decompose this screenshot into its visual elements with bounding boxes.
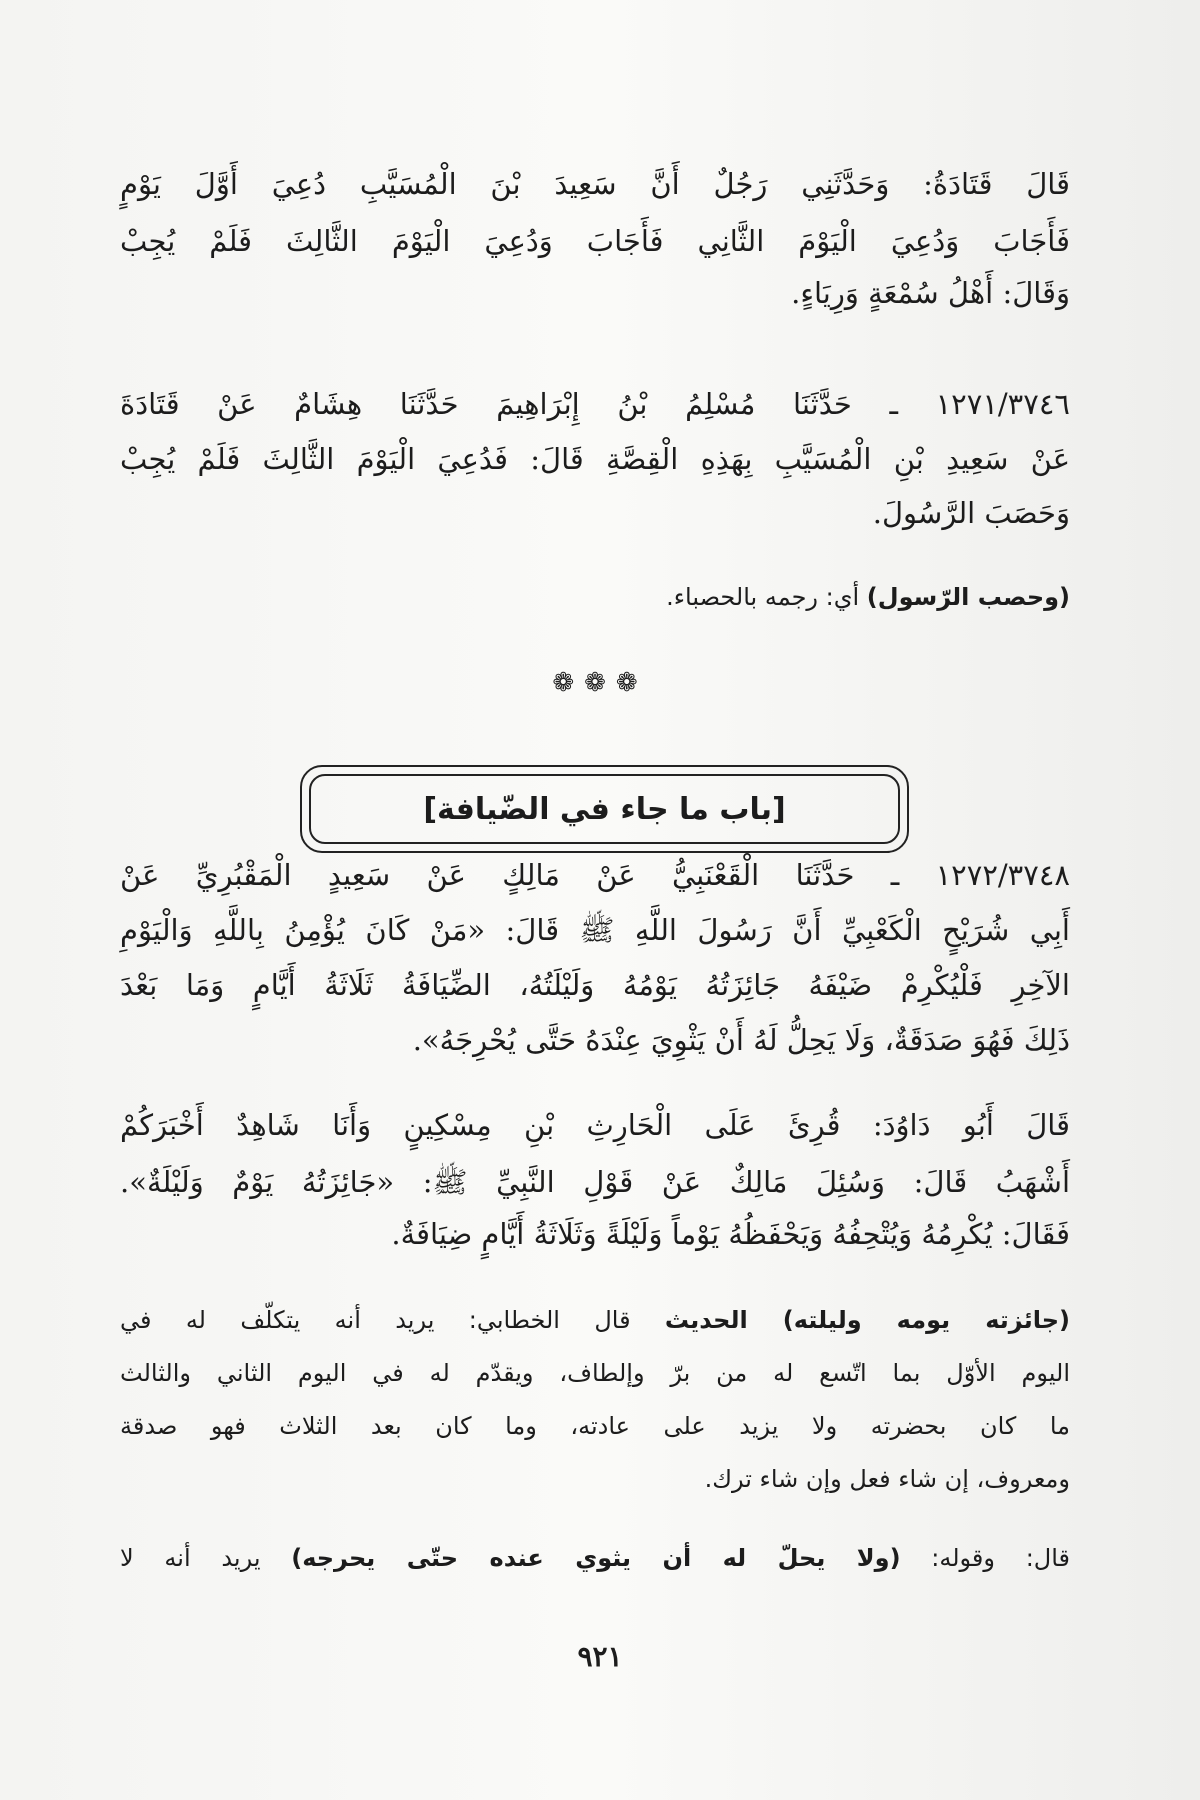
text-line: فَقَالَ: يُكْرِمُهُ وَيُتْحِفُهُ وَيَحْفَظُهُ يَوْماً وَلَيْلَةً وَثَلَاثَةُ أَيَّامٍ ضِيَافَةٌ. [391, 1217, 1070, 1251]
hadith-line: أَبِي شُرَيْحٍ الْكَعْبِيِّ أَنَّ رَسُولَ اللَّهِ ﷺ قَالَ: «مَنْ كَانَ يُؤْمِنُ بِاللَّهِ وَالْيَوْمِ [120, 913, 1070, 947]
footnote [120, 580, 1070, 614]
text-line: فَأَجَابَ وَدُعِيَ الْيَوْمَ الثَّانِي فَأَجَابَ وَدُعِيَ الْيَوْمَ الثَّالِثَ فَلَمْ يُجِبْ [120, 224, 1070, 258]
footnote [120, 1303, 1070, 1337]
footnote-text: أي: رجمه بالحصباء. [666, 583, 867, 611]
section-separator: ❁❁❁ [552, 668, 648, 698]
text-line: أَشْهَبُ قَالَ: وَسُئِلَ مَالِكٌ عَنْ قَوْلِ النَّبِيِّ ﷺ: «جَائِزَتُهُ يَوْمٌ وَلَيْلَةٌ». [120, 1165, 1070, 1199]
footnote-term: (وحصب الرّسول) [866, 583, 1070, 611]
text-line: وَقَالَ: أَهْلُ سُمْعَةٍ وَرِيَاءٍ. [791, 276, 1070, 310]
text-line: قَالَ قَتَادَةُ: وَحَدَّثَنِي رَجُلٌ أَنَّ سَعِيدَ بْنَ الْمُسَيَّبِ دُعِيَ أَوَّلَ يَوْمٍ [120, 167, 1070, 201]
footnote [120, 1541, 1070, 1575]
footnote-line: ومعروف، إن شاء فعل وإن شاء ترك. [704, 1465, 1070, 1493]
footnote-text: يريد أنه لا [120, 1544, 292, 1572]
page-number: ٩٢١ [577, 1640, 623, 1673]
hadith-line: الآخِرِ فَلْيُكْرِمْ ضَيْفَهُ جَائِزَتُهُ يَوْمُهُ وَلَيْلَتُهُ، الضِّيَافَةُ ثَلَاثَةُ أَيَّامٍ وَمَا بَعْدَ [120, 968, 1070, 1002]
footnote-text: قال الخطابي: يريد أنه يتكلّف له في [120, 1306, 665, 1334]
chapter-title-frame [300, 765, 909, 853]
footnote-line: اليوم الأوّل بما اتّسع له من برّ وإلطاف، ويقدّم له في اليوم الثاني والثالث [120, 1359, 1070, 1387]
chapter-title: [باب ما جاء في الضّيافة] [423, 791, 786, 827]
text-line: قَالَ أَبُو دَاوُدَ: قُرِئَ عَلَى الْحَارِثِ بْنِ مِسْكِينٍ وَأَنَا شَاهِدٌ أَخْبَرَكُمْ [120, 1108, 1070, 1142]
hadith-line: ١٢٧١/٣٧٤٦ ـ حَدَّثَنَا مُسْلِمُ بْنُ إِبْرَاهِيمَ حَدَّثَنَا هِشَامٌ عَنْ قَتَادَةَ [120, 387, 1070, 421]
footnote-term: (جائزته يومه وليلته) الحديث [664, 1306, 1071, 1334]
footnote-text: قال: وقوله: [900, 1544, 1070, 1572]
hadith-line: عَنْ سَعِيدِ بْنِ الْمُسَيَّبِ بِهَذِهِ الْقِصَّةِ قَالَ: فَدُعِيَ الْيَوْمَ الثَّالِثَ فَلَمْ يُجِبْ [120, 442, 1071, 476]
footnote-term: (ولا يحلّ له أن يثوي عنده حتّى يحرجه) [291, 1544, 901, 1572]
hadith-line: ١٢٧٢/٣٧٤٨ ـ حَدَّثَنَا الْقَعْنَبِيُّ عَنْ مَالِكٍ عَنْ سَعِيدٍ الْمَقْبُرِيِّ عَنْ [120, 858, 1070, 892]
hadith-line: وَحَصَبَ الرَّسُولَ. [872, 496, 1070, 530]
hadith-line: ذَلِكَ فَهُوَ صَدَقَةٌ، وَلَا يَحِلُّ لَهُ أَنْ يَثْوِيَ عِنْدَهُ حَتَّى يُحْرِجَهُ». [412, 1023, 1070, 1057]
footnote-line: ما كان بحضرته ولا يزيد على عادته، وما كان بعد الثلاث فهو صدقة [120, 1412, 1070, 1440]
